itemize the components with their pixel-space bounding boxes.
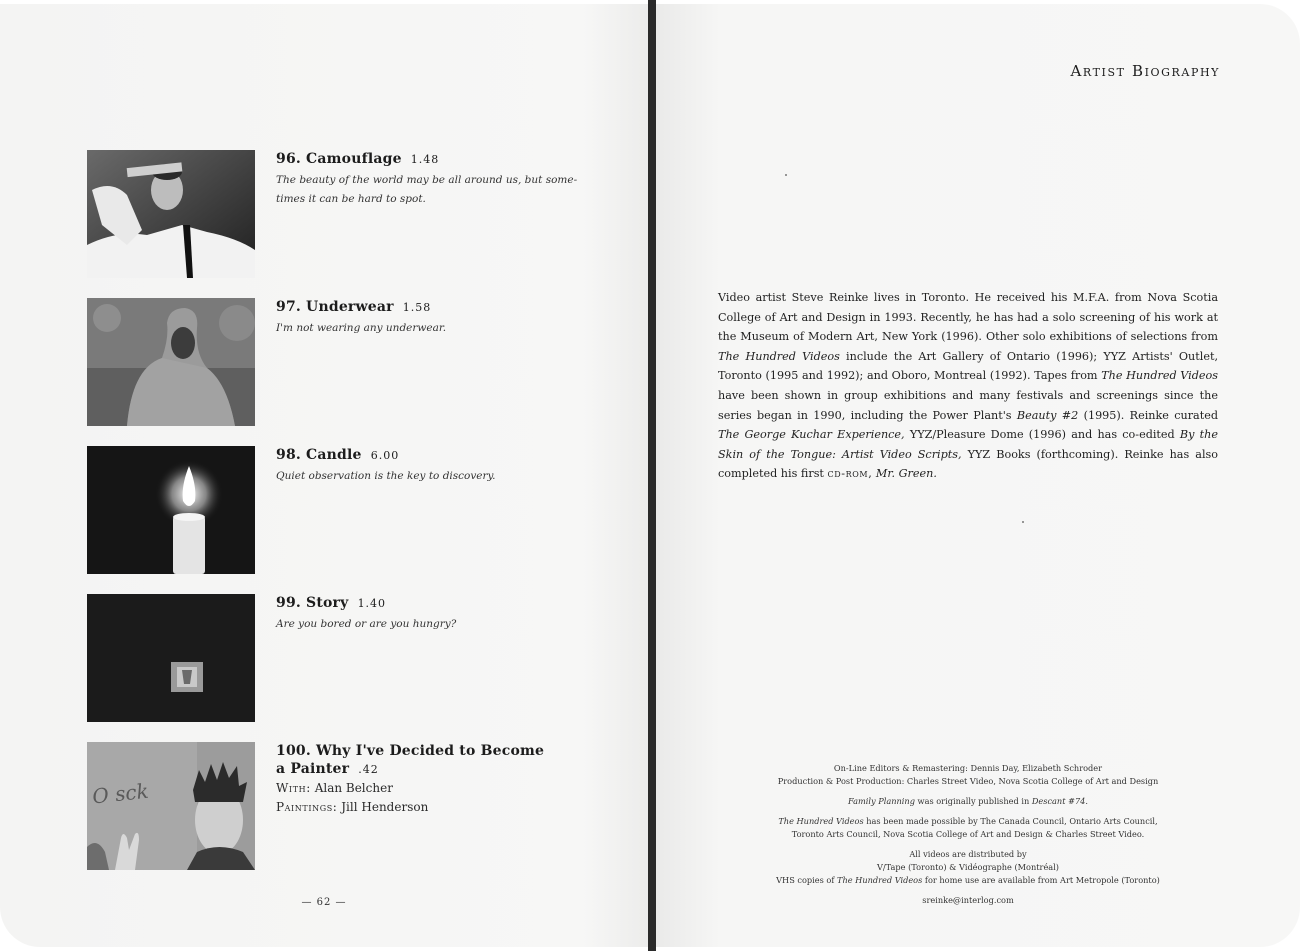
production-credits [718, 762, 1218, 914]
entry-98-description: Quiet observation is the key to discovery. [276, 470, 496, 482]
credit-funding: The Hundred Videos has been made possible by The Canada Council, Ontario Arts Council, Toronto Arts Council, Nova Scotia College of Art and Design & Charles Street Video. [778, 816, 1158, 839]
entry-97-title: 97. Underwear 1.58 [276, 299, 432, 315]
entry-96 [87, 150, 607, 278]
page-heading: Artist Biography [1070, 62, 1220, 80]
entry-97-description: I'm not wearing any underwear. [276, 322, 447, 334]
underwear-photo [87, 298, 255, 426]
camouflage-photo [87, 150, 255, 278]
entry-96-description: The beauty of the world may be all around us, but some- times it can be hard to spot. [276, 174, 578, 205]
entry-99 [87, 594, 607, 722]
entry-98-title: 98. Candle 6.00 [276, 447, 400, 463]
contact-email: sreinke@interlog.com [922, 895, 1014, 905]
entry-98 [87, 446, 607, 574]
book-gutter [648, 0, 656, 951]
credit-publication: Family Planning was originally published in Descant #74. [848, 796, 1088, 806]
credit-editors: On-Line Editors & Remastering: Dennis Day, Elizabeth Schroder [833, 763, 1103, 773]
painter-photo [87, 742, 255, 870]
artist-biography: Video artist Steve Reinke lives in Toronto. He received his M.F.A. from Nova Scotia College of Art and Design in 1993. Recently, he has had a solo screening of his work at the Museum of Modern Art, New York (1996). Other solo exhibitions of selections from The Hundred Videos include the Art Gallery of Ontario (1996); YYZ Artists' Outlet, Toronto (1995 and 1992); and Oboro, Montreal (1992). Tapes from The Hundred Videos have been shown in group exhibitions and many festivals and screenings since the series began in 1990, including the Power Plant's Beauty #2 (1995). Reinke curated The George Kuchar Experience, YYZ/Pleasure Dome (1996) and has co-edited By the Skin of the Tongue: Artist Video Scripts, YYZ Books (forthcoming). Reinke has also completed his first cd-rom, Mr. Green. [718, 291, 1219, 481]
entry-99-description: Are you bored or are you hungry? [276, 618, 457, 630]
credit-distribution: All videos are distributed by V/Tape (Toronto) & Vidéographe (Montréal) VHS copies of The Hundred Videos for home use are available from Art Metropole (Toronto) [776, 849, 1160, 885]
entry-100 [87, 742, 607, 870]
entry-99-title: 99. Story 1.40 [276, 595, 387, 611]
entry-97 [87, 298, 607, 426]
entry-96-title: 96. Camouflage 1.48 [276, 151, 440, 167]
credit-production: Production & Post Production: Charles Street Video, Nova Scotia College of Art and Design [777, 776, 1159, 786]
entry-100-paintings: Paintings: Jill Henderson [276, 800, 429, 814]
story-photo [87, 594, 255, 722]
candle-photo [87, 446, 255, 574]
photo-scrawl-text: O sck [91, 778, 150, 809]
entry-100-with: With: Alan Belcher [276, 781, 393, 795]
paper-speck [1022, 521, 1024, 523]
paper-speck [785, 174, 787, 176]
page-number: — 62 — [301, 897, 347, 908]
entry-100-title: 100. Why I've Decided to Become a Painter .42 [276, 743, 545, 777]
